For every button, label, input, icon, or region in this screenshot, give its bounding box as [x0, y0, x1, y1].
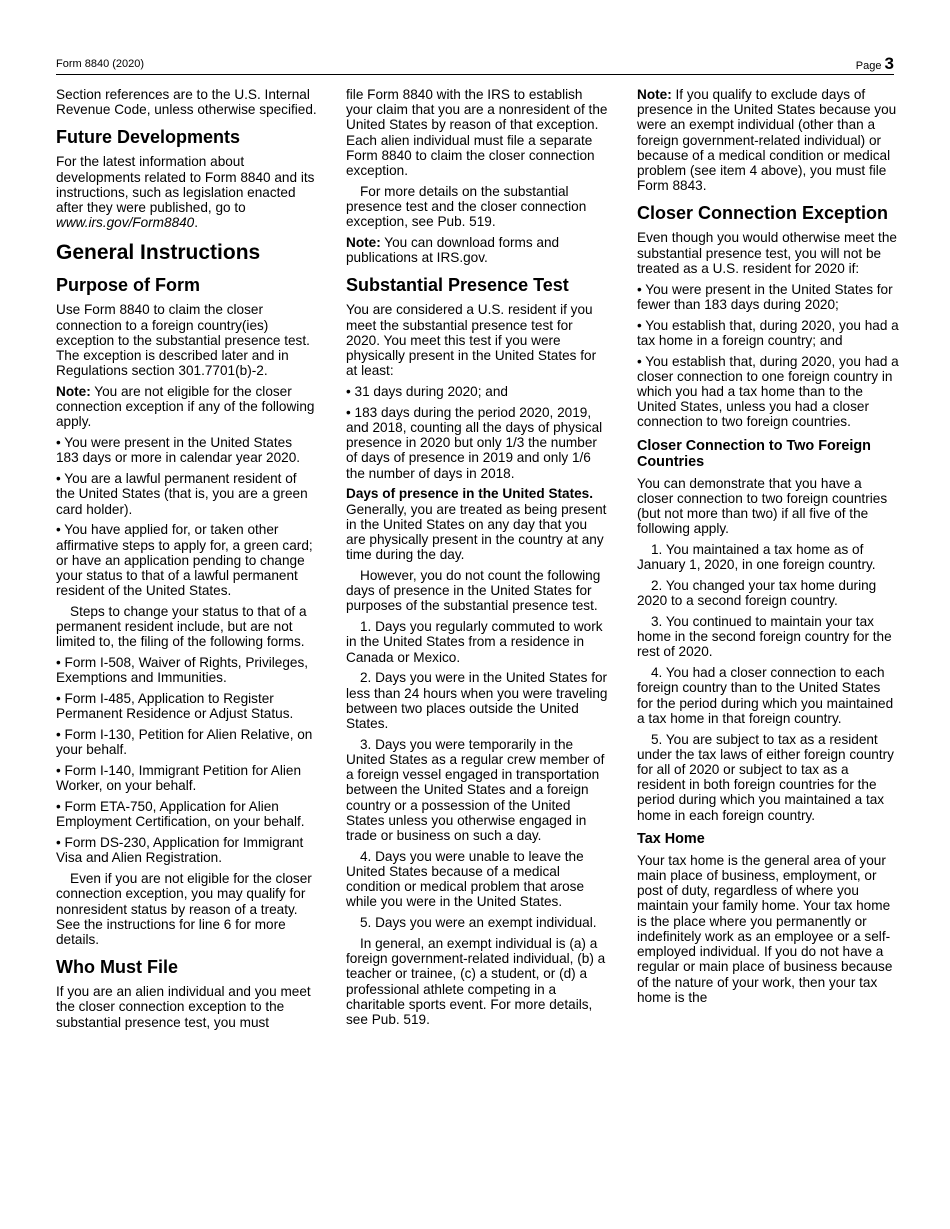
page-word: Page: [855, 60, 882, 72]
bullet-item: • Form I-140, Immigrant Petition for Alien Worker, on your behalf.: [56, 763, 302, 794]
future-developments-heading: Future Developments: [56, 127, 241, 148]
bullet-item: • Form I-508, Waiver of Rights, Privileges, Exemptions and Immunities.: [56, 655, 309, 686]
however-paragraph: However, you do not count the following days of presence in the United States for purposes of the substantial presence test.: [346, 568, 601, 614]
bullet-item: • 183 days during the period 2020, 2019, and 2018, counting all the days of physical presence in 2020 but only 1/3 the number of days of presence in 2019 and only 1/6 the number of days in 2018.: [346, 404, 603, 481]
numbered-item: 4. You had a closer connection to each foreign country than to the United States for the period during which you maintained a tax home in that foreign country.: [637, 665, 894, 726]
numbered-item: 2. Days you were in the United States for less than 24 hours when you were traveling between two places outside the United States.: [346, 670, 608, 732]
steps-paragraph: Steps to change your status to that of a permanent resident include, but are not limited to, the filing of the following forms.: [56, 604, 307, 650]
bullet-item: • You were present in the United States 183 days or more in calendar year 2020.: [56, 435, 301, 466]
column-2: [346, 87, 608, 1033]
page-header: [56, 52, 894, 75]
numbered-item: 3. You continued to maintain your tax home in the second foreign country for the rest of 2020.: [637, 614, 892, 660]
note-label: Note:: [637, 87, 672, 102]
bullet-item: • Form I-485, Application to Register Permanent Residence or Adjust Status.: [56, 691, 294, 722]
bullet-item: • You have applied for, or taken other affirmative steps to apply for, a green card; or have an application pending to change your status to that of a lawful permanent resident of the United States.: [56, 522, 313, 599]
bullet-item: • 31 days during 2020; and: [346, 384, 508, 400]
days-presence-label: Days of presence in the United States.: [346, 486, 594, 502]
note-text: If you qualify to exclude days of presence in the United States because you were an exempt individual (other than a foreign government-related individual) or because of a medical condition or medical problem (see item 4 above), you must file Form 8843.: [637, 87, 897, 194]
two-countries-paragraph: You can demonstrate that you have a closer connection to two foreign countries (but not more than two) if all five of the following apply.: [637, 475, 888, 537]
numbered-item: 4. Days you were unable to leave the United States because of a medical condition or medical problem that arose while you were in the United States.: [346, 848, 585, 910]
general-instructions-heading: General Instructions: [56, 241, 261, 265]
note-text: You are not eligible for the closer connection exception if any of the following apply.: [56, 384, 315, 430]
bullet-item: • You establish that, during 2020, you had a tax home in a foreign country; and: [637, 317, 899, 348]
page-number-label: [856, 54, 894, 74]
days-presence-text: Generally, you are treated as being present in the United States on any day that you are physically present in the country at any time during the day.: [346, 501, 607, 563]
even-if-paragraph: Even if you are not eligible for the closer connection exception, you may qualify for nonresident status by reason of a treaty. See the instructions for line 6 for more details.: [56, 871, 312, 948]
note-paragraph: [346, 235, 608, 265]
exempt-individual-paragraph: In general, an exempt individual is (a) a foreign government-related individual, (b) a teacher or trainee, (c) a student, or (d) a professional athlete competing in a charitable sports event. For more details, see Pub. 519.: [346, 936, 606, 1028]
bullet-item: • Form DS-230, Application for Immigrant Visa and Alien Registration.: [56, 835, 304, 866]
bullet-item: • Form ETA-750, Application for Alien Employment Certification, on your behalf.: [56, 799, 305, 830]
cce-paragraph: Even though you would otherwise meet the substantial presence test, you will not be treated as a U.S. resident for 2020 if:: [637, 230, 897, 276]
tax-home-paragraph: Your tax home is the general area of your main place of business, employment, or post of duty, regardless of where you maintain your family home. Your tax home is the place where you permanently or indefinitely work as an employee or a self-employed individual. If you do not have a regular or main place of business because of the nature of your work, then your tax home is the: [637, 852, 893, 1005]
future-dev-end: .: [194, 215, 199, 231]
purpose-heading: Purpose of Form: [56, 275, 201, 296]
bullet-item: • Form I-130, Petition for Alien Relative, on your behalf.: [56, 727, 313, 758]
form-label: Form 8840 (2020): [56, 58, 145, 70]
note-paragraph: [56, 384, 318, 430]
bullet-item: • You are a lawful permanent resident of the United States (that is, you are a green card holder).: [56, 471, 308, 517]
numbered-item: 2. You changed your tax home during 2020 to a second foreign country.: [637, 578, 877, 609]
numbered-item: 1. You maintained a tax home as of January 1, 2020, in one foreign country.: [637, 542, 876, 573]
intro-paragraph: Section references are to the U.S. Internal Revenue Code, unless otherwise specified.: [56, 87, 317, 118]
column-1: [56, 87, 318, 1035]
note-paragraph: [637, 87, 899, 193]
closer-connection-heading: Closer Connection Exception: [637, 203, 889, 224]
numbered-item: 3. Days you were temporarily in the United States as a regular crew member of a foreign vessel engaged in transportation between the United States and a foreign country or a possession of the United States unless you otherwise engaged in trade or business on such a day.: [346, 736, 605, 844]
future-dev-text: For the latest information about developments related to Form 8840 and its instructions, such as legislation enacted after they were published, go to: [56, 154, 315, 216]
form8840-link[interactable]: www.irs.gov/Form8840: [56, 215, 195, 231]
numbered-item: 1. Days you regularly commuted to work in the United States from a residence in Canada or Mexico.: [346, 619, 603, 665]
who-must-file-paragraph: If you are an alien individual and you meet the closer connection exception to the substantial presence test, you must: [56, 984, 311, 1030]
days-presence-paragraph: [346, 486, 608, 562]
note-label: Note:: [346, 235, 381, 251]
page-number: 3: [884, 54, 894, 73]
continuation-paragraph: file Form 8840 with the IRS to establish your claim that you are a nonresident of the United States by reason of that exception. Each alien individual must file a separate Form 8840 to claim the closer connection exception.: [346, 87, 608, 179]
note-label: Note:: [56, 384, 91, 400]
substantial-presence-heading: Substantial Presence Test: [346, 275, 569, 296]
numbered-item: 5. Days you were an exempt individual.: [360, 915, 597, 931]
column-3: [637, 87, 899, 1011]
spt-paragraph: You are considered a U.S. resident if you meet the substantial presence test for 2020. You meet this test if you were physically present in the United States for at least:: [346, 302, 597, 379]
future-developments-paragraph: [56, 154, 318, 230]
numbered-item: 5. You are subject to tax as a resident under the tax laws of either foreign country for all of 2020 or subject to tax as a resident in both foreign countries for the period during which you maintained a tax home in each foreign country.: [637, 731, 894, 823]
note-text: You can download forms and publications at IRS.gov.: [346, 235, 560, 266]
bullet-item: • You were present in the United States for fewer than 183 days during 2020;: [637, 281, 893, 312]
more-details-paragraph: For more details on the substantial presence test and the closer connection exception, see Pub. 519.: [346, 183, 587, 230]
purpose-paragraph: Use Form 8840 to claim the closer connection to a foreign country(ies) exception to the substantial presence test. The exception is described later and in Regulations section 301.7701(b)-2.: [56, 302, 310, 379]
bullet-item: • You establish that, during 2020, you had a closer connection to one foreign country in which you had a tax home than to the United States, unless you had a closer connection to two foreign countries.: [637, 353, 899, 430]
who-must-file-heading: Who Must File: [56, 957, 178, 978]
tax-home-heading: Tax Home: [637, 830, 705, 847]
two-countries-heading: Closer Connection to Two Foreign Countries: [637, 437, 871, 470]
